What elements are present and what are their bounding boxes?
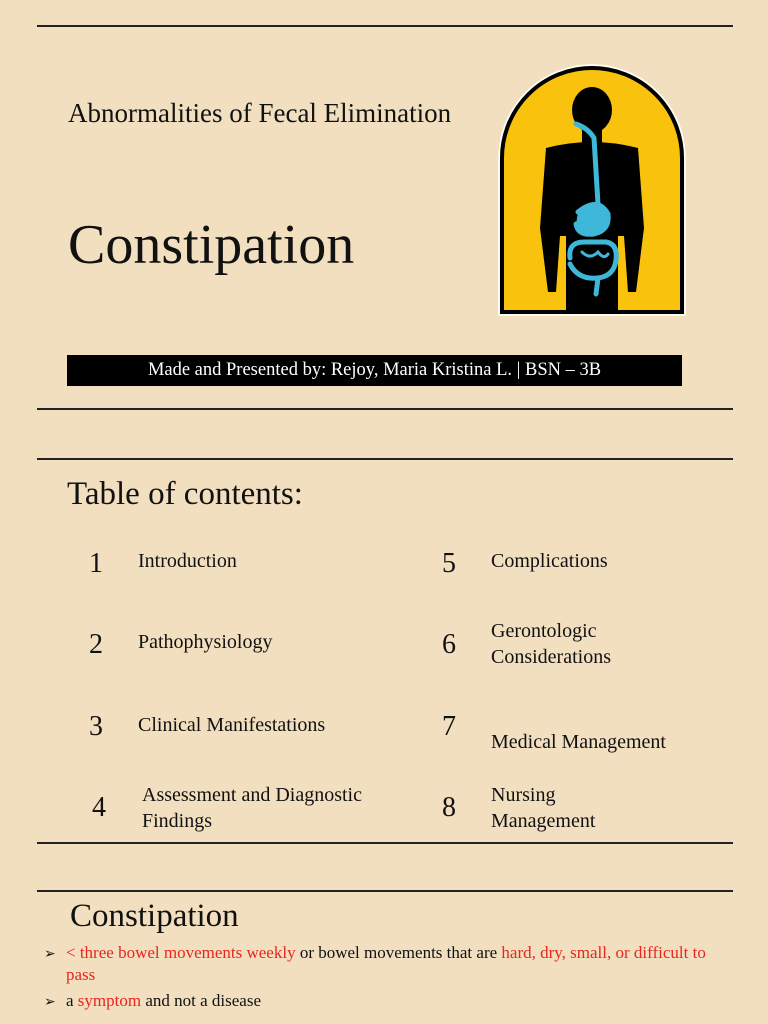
arrow-bullet-icon: ➢ (44, 994, 56, 1010)
toc-item: Complications (491, 550, 608, 572)
slide1-bottom-rule (37, 408, 733, 410)
toc-number: 7 (442, 711, 456, 742)
toc-item: Nursing Management (491, 784, 596, 833)
body-text: a (66, 991, 78, 1010)
toc-number: 4 (92, 792, 106, 823)
toc-item: Pathophysiology (138, 631, 273, 653)
toc-item: Gerontologic Considerations (491, 620, 611, 669)
body-text: and not a disease (141, 991, 261, 1010)
toc-number: 2 (89, 629, 103, 660)
slide3-top-rule (37, 890, 733, 892)
slide-subtitle: Abnormalities of Fecal Elimination (68, 98, 452, 128)
toc-number: 1 (89, 548, 103, 579)
slide2-top-rule (37, 458, 733, 460)
slide-title: Constipation (68, 214, 355, 276)
arrow-bullet-icon: ➢ (44, 946, 56, 962)
highlight-text: < three bowel movements weekly (66, 943, 296, 962)
bullet-symptom (44, 990, 724, 1012)
highlight-text: hard, dry, small, or difficult to pass (66, 943, 706, 985)
toc-item: Clinical Manifestations (138, 714, 326, 736)
slide1-top-rule (37, 25, 733, 27)
toc-number: 8 (442, 792, 456, 823)
bullet-definition (44, 942, 724, 987)
toc-item: Assessment and Diagnostic Findings (142, 784, 362, 833)
digestive-system-illustration (498, 64, 686, 316)
toc-number: 5 (442, 548, 456, 579)
section-heading: Constipation (70, 898, 239, 934)
author-credit-banner: Made and Presented by: Rejoy, Maria Kristina L. | BSN – 3B (67, 355, 682, 386)
toc-title: Table of contents: (67, 476, 303, 512)
highlight-text: symptom (77, 991, 142, 1010)
toc-item: Introduction (138, 550, 237, 572)
toc-number: 3 (89, 711, 103, 742)
toc-item: Medical Management (491, 731, 666, 753)
body-text: or bowel movements that are (295, 943, 502, 962)
toc-number: 6 (442, 629, 456, 660)
slide2-bottom-rule (37, 842, 733, 844)
